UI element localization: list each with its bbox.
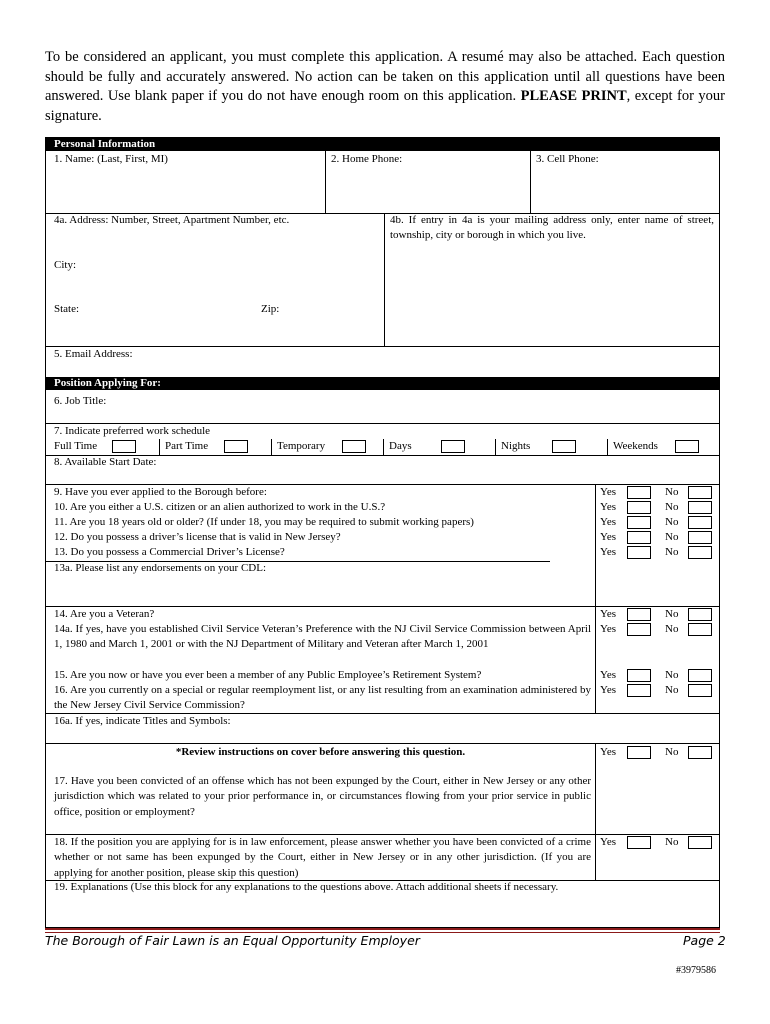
schedule-option-label: Days (389, 440, 412, 452)
temporary-checkbox[interactable] (342, 440, 366, 453)
divider (46, 743, 719, 744)
question-9: 9. Have you ever applied to the Borough before: (54, 486, 267, 498)
divider (495, 439, 496, 455)
q10-no-checkbox[interactable] (688, 501, 712, 514)
question-15: 15. Are you now or have you ever been a member of any Public Employee’s Retirement System? (54, 669, 482, 681)
full-time-checkbox[interactable] (112, 440, 136, 453)
yes-label: Yes (600, 516, 617, 528)
yes-label: Yes (600, 546, 617, 558)
question-14: 14. Are you a Veteran? (54, 608, 155, 620)
question-18: 18. If the position you are applying for is in law enforcement, please answer whether you have been convicted of a crime whether or not same has been expunged by the Court, either in New Jersey or in any other jurisdiction. (If you are applying for another position, please skip this question) (54, 836, 591, 879)
q15-no-checkbox[interactable] (688, 669, 712, 682)
q12-no-checkbox[interactable] (688, 531, 712, 544)
q14a-no-checkbox[interactable] (688, 623, 712, 636)
q9-no-checkbox[interactable] (688, 486, 712, 499)
yes-label: Yes (600, 623, 617, 635)
q17-yes-checkbox[interactable] (627, 746, 651, 759)
review-note-text: *Review instructions on cover before answering this question. (175, 746, 466, 758)
q16-yes-checkbox[interactable] (627, 684, 651, 697)
part-time-checkbox[interactable] (224, 440, 248, 453)
q10-yes-checkbox[interactable] (627, 501, 651, 514)
no-label: No (665, 516, 679, 528)
document-number: #3979586 (676, 965, 716, 976)
start-date-label: 8. Available Start Date: (54, 456, 157, 468)
intro-tail: , except for your signature. (45, 88, 725, 124)
please-print-emphasis: PLEASE PRINT (520, 88, 627, 104)
divider (595, 743, 596, 880)
q13-no-checkbox[interactable] (688, 546, 712, 559)
address-label: 4a. Address: Number, Street, Apartment Number, etc. (54, 214, 290, 226)
personal-info-header: Personal Information (46, 138, 719, 151)
divider (595, 484, 596, 606)
divider (595, 606, 596, 713)
schedule-label: 7. Indicate preferred work schedule (54, 425, 211, 437)
days-checkbox[interactable] (441, 440, 465, 453)
yes-label: Yes (600, 531, 617, 543)
question-16a: 16a. If yes, indicate Titles and Symbols: (54, 715, 231, 727)
schedule-option-label: Nights (501, 440, 531, 452)
job-title-label: 6. Job Title: (54, 395, 107, 407)
footer-eoe-statement: The Borough of Fair Lawn is an Equal Opportunity Employer (45, 933, 420, 948)
yes-label: Yes (600, 486, 617, 498)
application-form (45, 137, 720, 928)
weekends-checkbox[interactable] (675, 440, 699, 453)
no-label: No (665, 608, 679, 620)
state-label: State: (54, 303, 80, 315)
question-10: 10. Are you either a U.S. citizen or an alien authorized to work in the U.S.? (54, 501, 386, 513)
footer-rule (45, 928, 720, 930)
cell-phone-label: 3. Cell Phone: (536, 153, 599, 165)
question-14a: 14a. If yes, have you established Civil Service Veteran’s Preference with the NJ Civil Service Commission between April 1, 1980 and March 1, 2001 or with the NJ Department of Military and Veteran after March 1, 2001 (54, 623, 591, 651)
mailing-address-label: 4b. If entry in 4a is your mailing address only, enter name of street, township, city or borough in which you live. (390, 214, 714, 242)
divider (530, 151, 531, 213)
schedule-option-label: Full Time (54, 440, 98, 452)
q17-no-checkbox[interactable] (688, 746, 712, 759)
q11-no-checkbox[interactable] (688, 516, 712, 529)
no-label: No (665, 746, 679, 758)
yes-label: Yes (600, 501, 617, 513)
city-label: City: (54, 259, 77, 271)
schedule-option-label: Weekends (613, 440, 658, 452)
no-label: No (665, 531, 679, 543)
nights-checkbox[interactable] (552, 440, 576, 453)
yes-label: Yes (600, 608, 617, 620)
divider (159, 439, 160, 455)
divider (271, 439, 272, 455)
q16-no-checkbox[interactable] (688, 684, 712, 697)
intro-paragraph (45, 48, 725, 126)
no-label: No (665, 669, 679, 681)
question-12: 12. Do you possess a driver’s license that is valid in New Jersey? (54, 531, 341, 543)
question-16: 16. Are you currently on a special or regular reemployment list, or any list resulting from an examination administered by the New Jersey Civil Service Commission? (54, 684, 591, 712)
q14a-yes-checkbox[interactable] (627, 623, 651, 636)
q9-yes-checkbox[interactable] (627, 486, 651, 499)
question-11: 11. Are you 18 years old or older? (If under 18, you may be required to submit working papers) (54, 516, 474, 528)
yes-label: Yes (600, 669, 617, 681)
q18-yes-checkbox[interactable] (627, 836, 651, 849)
q12-yes-checkbox[interactable] (627, 531, 651, 544)
review-note (46, 745, 595, 760)
no-label: No (665, 623, 679, 635)
q13-yes-checkbox[interactable] (627, 546, 651, 559)
no-label: No (665, 684, 679, 696)
zip-label: Zip: (261, 303, 280, 315)
q14-no-checkbox[interactable] (688, 608, 712, 621)
yes-label: Yes (600, 684, 617, 696)
question-19: 19. Explanations (Use this block for any explanations to the questions above. Attach additional sheets if necessary. (54, 881, 559, 893)
divider (383, 439, 384, 455)
q15-yes-checkbox[interactable] (627, 669, 651, 682)
question-13a: 13a. Please list any endorsements on your CDL: (54, 562, 267, 574)
position-header: Position Applying For: (46, 377, 719, 390)
page-number: Page 2 (683, 933, 726, 948)
schedule-option-label: Part Time (165, 440, 209, 452)
email-label: 5. Email Address: (54, 348, 133, 360)
no-label: No (665, 546, 679, 558)
q14-yes-checkbox[interactable] (627, 608, 651, 621)
divider (607, 439, 608, 455)
question-17: 17. Have you been convicted of an offense which has not been expunged by the Court, either in New Jersey or any other jurisdiction which was related to your prior performance in, or circumstances flowing from your prior service in public office, position or employment? (54, 775, 591, 818)
yes-label: Yes (600, 836, 617, 848)
q18-no-checkbox[interactable] (688, 836, 712, 849)
divider (384, 213, 385, 346)
yes-label: Yes (600, 746, 617, 758)
no-label: No (665, 501, 679, 513)
no-label: No (665, 486, 679, 498)
intro-text: To be considered an applicant, you must complete this application. A resumé may also be attached. Each question should be fully and accurately answered. No action can be taken on this application until all questions have been answered. Use blank paper if you do not have enough room on this application. (45, 49, 725, 104)
divider (325, 151, 326, 213)
q11-yes-checkbox[interactable] (627, 516, 651, 529)
home-phone-label: 2. Home Phone: (331, 153, 403, 165)
question-13: 13. Do you possess a Commercial Driver’s License? (54, 546, 285, 558)
no-label: No (665, 836, 679, 848)
divider (46, 346, 719, 347)
name-label: 1. Name: (Last, First, MI) (54, 153, 168, 165)
schedule-option-label: Temporary (277, 440, 326, 452)
